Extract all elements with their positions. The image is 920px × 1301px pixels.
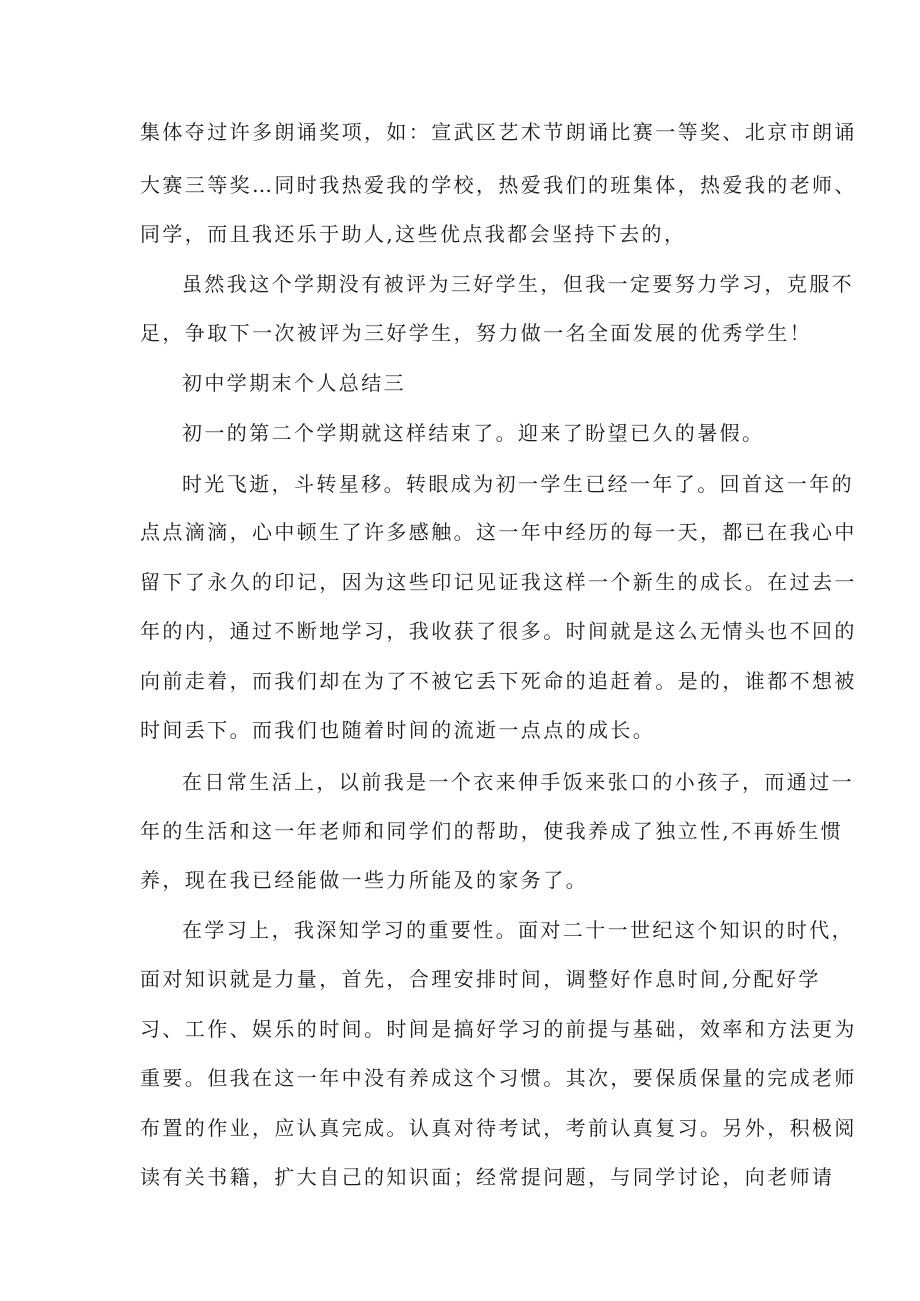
text-line: 足，争取下一次被评为三好学生，努力做一名全面发展的优秀学生！	[140, 321, 812, 345]
text-line: 同学，而且我还乐于助人,这些优点我都会坚持下去的，	[140, 222, 687, 246]
text-line: 大赛三等奖…同时我热爱我的学校，热爱我们的班集体，热爱我的老师、	[140, 173, 857, 197]
text-line: 重要。但我在这一年中没有养成这个习惯。其次，要保质保量的完成老师	[140, 1066, 857, 1090]
text-line: 布置的作业，应认真完成。认真对待考试，考前认真复习。另外，积极阅	[140, 1116, 857, 1140]
text-line: 留下了永久的印记，因为这些印记见证我这样一个新生的成长。在过去一	[140, 570, 857, 594]
text-line: 读有关书籍，扩大自己的知识面；经常提问题，与同学讨论，向老师请	[140, 1165, 835, 1189]
text-line: 点点滴滴，心中顿生了许多感触。这一年中经历的每一天，都已在我心中	[140, 520, 857, 544]
paragraph-start: 时光飞逝，斗转星移。转眼成为初一学生已经一年了。回首这一年的	[182, 472, 854, 496]
section-heading: 初中学期末个人总结三	[182, 371, 406, 395]
text-line: 习、工作、娱乐的时间。时间是搞好学习的前提与基础，效率和方法更为	[140, 1017, 857, 1041]
text-line: 向前走着，而我们却在为了不被它丢下死命的追赶着。是的，谁都不想被	[140, 669, 857, 693]
paragraph-start: 虽然我这个学期没有被评为三好学生，但我一定要努力学习，克服不	[182, 272, 854, 296]
text-line: 时间丢下。而我们也随着时间的流逝一点点的成长。	[140, 718, 656, 742]
paragraph-start: 初一的第二个学期就这样结束了。迎来了盼望已久的暑假。	[182, 421, 765, 445]
text-line: 养，现在我已经能做一些力所能及的家务了。	[140, 868, 588, 892]
text-line: 年的内，通过不断地学习，我收获了很多。时间就是这么无情头也不回的	[140, 619, 857, 643]
text-line: 年的生活和这一年老师和同学们的帮助，使我养成了独立性,不再娇生惯	[140, 819, 844, 843]
text-line: 面对知识就是力量，首先，合理安排时间，调整好作息时间,分配好学	[140, 967, 821, 991]
paragraph-start: 在学习上，我深知学习的重要性。面对二十一世纪这个知识的时代，	[182, 918, 854, 942]
paragraph-start: 在日常生活上，以前我是一个衣来伸手饭来张口的小孩子，而通过一	[182, 770, 854, 794]
text-line: 集体夺过许多朗诵奖项，如：宣武区艺术节朗诵比赛一等奖、北京市朗诵	[140, 120, 857, 144]
